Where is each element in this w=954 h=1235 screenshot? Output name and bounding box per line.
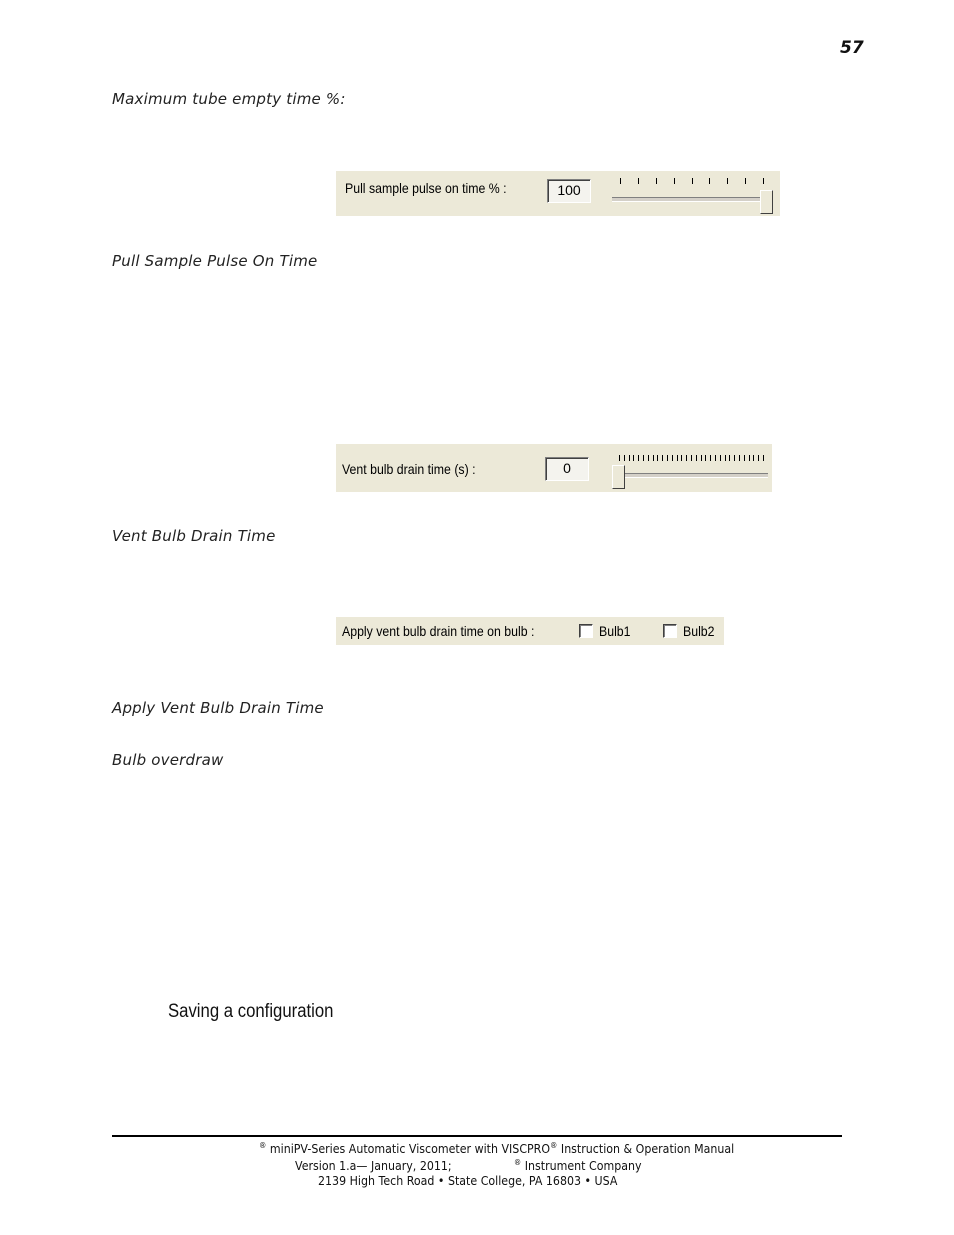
vent-bulb-ticks: [619, 455, 763, 461]
slider-tick: [681, 455, 682, 461]
slider-tick: [633, 455, 634, 461]
slider-tick: [701, 455, 702, 461]
slider-tick: [758, 455, 759, 461]
slider-tick: [709, 178, 710, 184]
pull-sample-slider-track[interactable]: [612, 197, 772, 202]
slider-tick: [725, 455, 726, 461]
slider-tick: [672, 455, 673, 461]
slider-tick: [710, 455, 711, 461]
heading-pull-sample-pulse: Pull Sample Pulse On Time: [112, 252, 318, 270]
slider-tick: [727, 178, 728, 184]
footer-manual-title: miniPV-Series Automatic Viscometer with VISCPRO: [269, 1142, 551, 1156]
slider-tick: [692, 178, 693, 184]
registered-mark: ®: [550, 1141, 558, 1150]
slider-tick: [657, 455, 658, 461]
slider-tick: [696, 455, 697, 461]
slider-tick: [656, 178, 657, 184]
footer-line-1: [259, 1141, 734, 1156]
slider-tick: [691, 455, 692, 461]
slider-tick: [749, 455, 750, 461]
pull-sample-value[interactable]: 100: [547, 179, 591, 203]
heading-bulb-overdraw: Bulb overdraw: [112, 751, 224, 769]
vent-bulb-slider-thumb[interactable]: [612, 465, 625, 489]
heading-apply-vent-bulb: Apply Vent Bulb Drain Time: [112, 699, 324, 717]
slider-tick: [753, 455, 754, 461]
footer-address: 2139 High Tech Road • State College, PA 16803 • USA: [318, 1174, 618, 1188]
footer-divider: [112, 1135, 842, 1137]
vent-bulb-label: Vent bulb drain time (s) :: [342, 461, 476, 477]
registered-mark: ®: [259, 1141, 267, 1150]
heading-max-tube-empty: Maximum tube empty time %:: [112, 90, 346, 108]
vent-bulb-value[interactable]: 0: [545, 457, 589, 481]
slider-tick: [686, 455, 687, 461]
slider-tick: [720, 455, 721, 461]
slider-tick: [667, 455, 668, 461]
slider-tick: [629, 455, 630, 461]
footer-version: Version 1.a— January, 2011;: [295, 1159, 452, 1173]
slider-tick: [619, 455, 620, 461]
registered-mark: ®: [513, 1158, 522, 1167]
slider-tick: [763, 455, 764, 461]
slider-tick: [677, 455, 678, 461]
heading-vent-bulb-drain: Vent Bulb Drain Time: [112, 527, 276, 545]
slider-tick: [643, 455, 644, 461]
slider-tick: [739, 455, 740, 461]
slider-tick: [638, 178, 639, 184]
bulb2-checkbox[interactable]: [663, 624, 677, 638]
slider-tick: [638, 455, 639, 461]
slider-tick: [674, 178, 675, 184]
slider-tick: [744, 455, 745, 461]
pull-sample-panel: [336, 171, 780, 216]
apply-vent-label: Apply vent bulb drain time on bulb :: [342, 623, 535, 639]
bulb2-label[interactable]: Bulb2: [683, 623, 715, 639]
vent-bulb-panel: [336, 444, 772, 492]
page-number: 57: [840, 38, 864, 58]
pull-sample-label: Pull sample pulse on time % :: [345, 180, 507, 196]
bulb1-label[interactable]: Bulb1: [599, 623, 631, 639]
bulb1-checkbox[interactable]: [579, 624, 593, 638]
footer-line-2: [295, 1158, 642, 1173]
slider-tick: [729, 455, 730, 461]
slider-tick: [763, 178, 764, 184]
slider-tick: [715, 455, 716, 461]
apply-vent-panel: [336, 617, 724, 645]
footer-manual-subtitle: Instruction & Operation Manual: [560, 1142, 735, 1156]
slider-tick: [620, 178, 621, 184]
slider-tick: [705, 455, 706, 461]
slider-tick: [745, 178, 746, 184]
pull-sample-slider-thumb[interactable]: [760, 190, 773, 214]
vent-bulb-slider-track[interactable]: [612, 473, 768, 478]
heading-saving-configuration: Saving a configuration: [168, 1001, 334, 1022]
slider-tick: [653, 455, 654, 461]
slider-tick: [624, 455, 625, 461]
slider-tick: [734, 455, 735, 461]
footer-company: Instrument Company: [524, 1159, 642, 1173]
slider-tick: [662, 455, 663, 461]
pull-sample-ticks: [620, 178, 763, 184]
slider-tick: [648, 455, 649, 461]
